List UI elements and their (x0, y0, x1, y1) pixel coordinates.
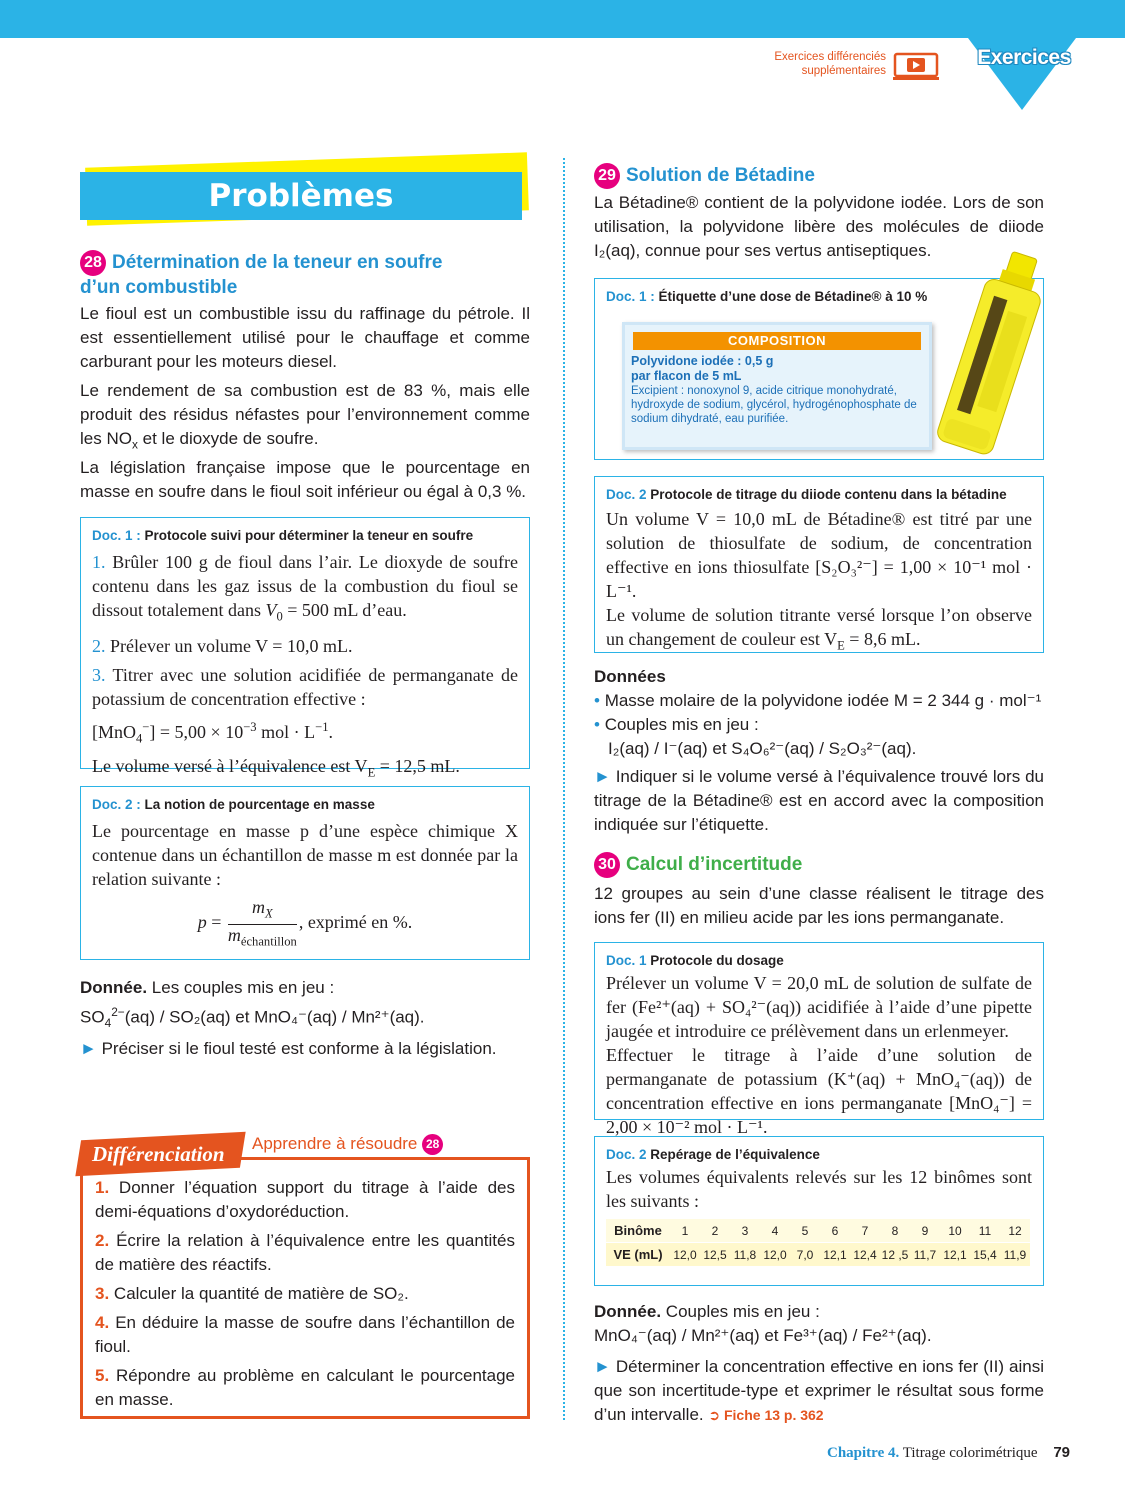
exercices-tag: Exercices (977, 46, 1071, 69)
diff-item (95, 1229, 515, 1277)
doc-header (606, 1145, 1032, 1165)
diff-item (95, 1364, 515, 1412)
doc1-step1: 1. Brûler 100 g de fioul dans l’air. Le dioxyde de soufre contenu dans les gaz issus de la combustion du fioul se dissout totalement dans $V_0 = 500$ mL d’eau. (92, 552, 519, 624)
table-cell-binome: 5 (790, 1219, 820, 1243)
doc-header (606, 951, 1032, 971)
doc-header (92, 795, 518, 815)
ex28-paragraph-1: Le fioul est un combustible issu du raffinage du pétrole. Il est essentiellement utilisé pour le chauffage et comme carburant pour les moteurs diesel. (80, 304, 530, 371)
ex30-doc1 (594, 942, 1044, 1137)
table-cell-binome: 4 (760, 1219, 790, 1243)
composition-body (631, 354, 923, 426)
exercise-number: 28 (80, 250, 106, 276)
diff-item (95, 1282, 515, 1306)
extra-exercises-line1: Exercices différenciés (774, 51, 886, 63)
table-cell-binome: 1 (670, 1219, 700, 1243)
table-cell-binome: 8 (880, 1219, 910, 1243)
couples: (aq) / SO₂(aq) et MnO₄⁻(aq) / Mn²⁺(aq). (124, 1007, 425, 1027)
ex28-doc1 (80, 517, 530, 780)
eq-value: ] = 5,00 × 10 (149, 721, 244, 742)
binome-table (606, 1219, 1030, 1267)
ex29-doc2 (594, 476, 1044, 653)
diff-item-text: En déduire la masse de soufre dans l’échantillon de fioul. (95, 1313, 515, 1356)
ex30-question: ► Déterminer la concentration effective en ions fer (II) ainsi que son incertitude-type et exprimer le résultat sous forme d’un intervalle. ➲ Fiche 13 p. 362 (594, 1357, 1044, 1424)
apprendre-number: 28 (422, 1134, 443, 1155)
table-cell-volume: 12,1 (940, 1243, 970, 1267)
composition-header: COMPOSITION (633, 332, 921, 350)
table-cell-volume: 11,8 (730, 1243, 760, 1267)
eq-unit: mol · L (256, 721, 316, 742)
differenciation-box (80, 1157, 530, 1419)
table-cell-volume: 12,4 (850, 1243, 880, 1267)
donnee-label: Donnée. (80, 978, 148, 997)
diff-item-number: 3. (95, 1284, 110, 1303)
diff-item-number: 5. (95, 1366, 110, 1385)
doc2-text: Le pourcentage en masse p d’une espèce chimique X contenue dans un échantillon de masse m est donnée par la relation suivante : (92, 821, 518, 889)
table-cell-volume: 12,0 (760, 1243, 790, 1267)
page-title: Problèmes (80, 172, 522, 220)
title-text: Calcul d’incertitude (626, 854, 803, 876)
fiche-link[interactable]: ➲ Fiche 13 p. 362 (708, 1407, 824, 1423)
diff-item-number: 1. (95, 1178, 110, 1197)
extra-exercises-link[interactable] (752, 50, 886, 78)
fiche-text: Fiche 13 p. 362 (723, 1407, 824, 1423)
table-cell-volume: 12,0 (670, 1243, 700, 1267)
p2-text-end: et le dioxyde de soufre. (137, 429, 319, 448)
doc-label: Doc. 1 : (92, 528, 141, 543)
table-cell-volume: 12 ,5 (880, 1243, 910, 1267)
mass-percent-formula: p = $\frac{m_X}{m_{échantillon}}$ , exprimé en %. (92, 897, 518, 951)
donnee-1: Masse molaire de la polyvidone iodée M = 2 344 g · mol⁻¹ (604, 691, 1042, 710)
ex29-intro: La Bétadine® contient de la polyvidone iodée. Lors de son utilisation, la polyvidone libère des molécules de diiode I₂(aq), connue pour ses vertus antiseptiques. (594, 193, 1044, 260)
doc2-text1: Un volume V = 10,0 mL de Bétadine® est titré par une solution de thiosulfate de sodium, de concentration effective en ions thiosulfate [S₂O₃²⁻] = 1,00 × 10⁻¹ mol · L⁻¹. (606, 509, 1032, 601)
table-header-volume: VE (mL) (606, 1243, 670, 1267)
question-text: Préciser si le fioul testé est conforme à la législation. (101, 1039, 497, 1058)
chapter-title: Titrage colorimétrique (902, 1445, 1038, 1461)
table-cell-volume: 15,4 (970, 1243, 1000, 1267)
doc-label: Doc. 1 : (606, 289, 655, 304)
doc-title: Protocole du dosage (650, 953, 784, 968)
top-bar (0, 0, 1125, 38)
step4-text: Le volume versé à l’équivalence est V (92, 756, 368, 777)
ex29-question: ► Indiquer si le volume versé à l’équivalence trouvé lors du titrage de la Bétadine® est en accord avec la composition indiquée sur l’étiquette. (594, 767, 1044, 834)
doc1-step4: Le volume versé à l’équivalence est $V_E = 12,5$ mL. (92, 756, 460, 780)
donnee-2: Couples mis en jeu : (604, 715, 759, 734)
table-cell-binome: 9 (910, 1219, 940, 1243)
extra-exercises-line2: supplémentaires (801, 65, 886, 77)
doc1-text2: Effectuer le titrage à l’aide d’une solution de permanganate de potassium (K⁺(aq) + MnO₄⁻(aq)) de concentration effective en ions permanganate [MnO₄⁻] = 2,00 × 10⁻² mol · L⁻¹. (606, 1045, 1032, 1137)
ex28-question: ► Préciser si le fioul testé est conforme à la législation. (80, 1039, 497, 1058)
table-cell-binome: 7 (850, 1219, 880, 1243)
text2: Le volume de solution titrante versé lorsque l’on observe un changement de couleur est V (606, 605, 1032, 649)
composition-line1: Polyvidone iodée : 0,5 g (631, 354, 774, 368)
doc1-step3: 3. Titrer avec une solution acidifiée de permanganate de potassium de concentration effective : (92, 664, 518, 709)
exercise-30-title (594, 852, 1044, 878)
question-text: Indiquer si le volume versé à l’équivalence trouvé lors du titrage de la Bétadine® est en accord avec la composition indiquée sur l’étiquette. (594, 767, 1044, 834)
doc-title: La notion de pourcentage en masse (144, 797, 375, 812)
column-separator (563, 158, 565, 1420)
doc-title: Protocole de titrage du diiode contenu dans la bétadine (650, 487, 1007, 502)
doc2-text2: Le volume de solution titrante versé lorsque l’on observe un changement de couleur est $V_E = 8,6$ mL. (606, 605, 1032, 653)
ex30-doc2 (594, 1136, 1044, 1286)
doc2-text: Les volumes équivalents relevés sur les 12 binômes sont les suivants : (606, 1167, 1032, 1211)
apprendre-text: Apprendre à résoudre (252, 1134, 418, 1153)
ex28-paragraph-3: La législation française impose que le pourcentage en masse en soufre dans le fioul soit inférieur ou égal à 0,3 %. (80, 458, 530, 501)
question-text: Déterminer la concentration effective en ions fer (II) ainsi que son incertitude-type et exprimer le résultat sous forme d’un intervalle. (594, 1357, 1044, 1424)
table-cell-binome: 11 (970, 1219, 1000, 1243)
donnee-text: Couples mis en jeu : (665, 1302, 820, 1321)
table-cell-binome: 10 (940, 1219, 970, 1243)
table-cell-binome: 2 (700, 1219, 730, 1243)
diff-item-text: Écrire la relation à l’équivalence entre les quantités de matière des réactifs. (95, 1231, 515, 1274)
formula-tail: , exprimé en %. (298, 912, 413, 933)
doc-label: Doc. 2 (606, 1147, 647, 1162)
apprendre-link[interactable] (252, 1134, 449, 1155)
differenciation-list (95, 1176, 515, 1412)
doc1-text1: Prélever un volume V = 20,0 mL de solution de sulfate de fer (Fe²⁺(aq) + SO₄²⁻(aq)) acidifiée à l’aide d’une pipette jaugée et introduire ce prélèvement dans un erlenmeyer. (606, 973, 1032, 1041)
table-header-binome: Binôme (606, 1219, 670, 1243)
table-cell-volume: 12,1 (820, 1243, 850, 1267)
diff-item (95, 1176, 515, 1224)
video-icon[interactable] (893, 52, 939, 82)
couples: MnO₄⁻(aq) / Mn²⁺(aq) et Fe³⁺(aq) / Fe²⁺(aq). (594, 1326, 932, 1345)
page-number: 79 (1053, 1444, 1070, 1461)
doc-title: Protocole suivi pour déterminer la teneur en soufre (144, 528, 474, 543)
diff-item-number: 2. (95, 1231, 110, 1250)
donnee-text: Les couples mis en jeu : (151, 978, 335, 997)
doc-label: Doc. 2 (606, 487, 647, 502)
text2-value: = 8,6 mL. (844, 629, 921, 649)
ex28-doc2 (80, 786, 530, 960)
p2-text: Le rendement de sa combustion est de 83 %, mais elle produit des résidus néfastes pour l’environnement comme les NO (80, 381, 530, 448)
exercise-29-title (594, 163, 1044, 189)
diff-item-text: Donner l’équation support du titrage à l’aide des demi-équations d’oxydoréduction. (95, 1178, 515, 1221)
doc-header (92, 526, 518, 546)
table-cell-volume: 7,0 (790, 1243, 820, 1267)
table-cell-volume: 11,7 (910, 1243, 940, 1267)
table-cell-volume: 12,5 (700, 1243, 730, 1267)
donnee-label: Donnée. (594, 1302, 662, 1321)
exercise-number: 29 (594, 163, 620, 189)
ex28-donnee: Donnée. Les couples mis en jeu : $SO_4^{2-}(aq) / SO_2(aq)$ et MnO₄⁻(aq) / Mn²⁺(aq). (80, 978, 425, 1031)
title-line1: Détermination de la teneur en soufre (112, 252, 443, 274)
doc-label: Doc. 1 (606, 953, 647, 968)
doc-title: Étiquette d’une dose de Bétadine® à 10 % (658, 289, 928, 304)
step1-text-end: = 500 mL d’eau. (282, 600, 407, 620)
ex28-paragraph-2: Le rendement de sa combustion est de 83 %, mais elle produit des résidus néfastes pour l’environnement comme les $NO_x$ et le dioxyde de soufre. (80, 381, 530, 452)
table-cell-binome: 12 (1000, 1219, 1030, 1243)
diff-item (95, 1311, 515, 1359)
exercise-number: 30 (594, 852, 620, 878)
doc1-step3-eq: $[MnO_4^-] = 5,00 \times 10^{-3}$ mol · $L^{-1}$. (92, 719, 334, 746)
title-line2: d’un combustible (80, 277, 238, 298)
doc1-step2: 2. Prélever un volume V = 10,0 mL. (92, 635, 353, 656)
page-footer (780, 1444, 1070, 1462)
composition-line2: par flacon de 5 mL (631, 369, 742, 383)
composition-label (622, 322, 932, 450)
chapter-number: Chapitre 4. (827, 1445, 900, 1461)
title-text: Solution de Bétadine (626, 165, 815, 187)
table-cell-volume: 11,9 (1000, 1243, 1030, 1267)
betadine-bottle-image (936, 248, 1048, 460)
ex29-donnees: Données • Masse molaire de la polyvidone iodée M = 2 344 g · mol⁻¹ • Couples mis en jeu : I₂(aq) / I⁻(aq) et S₄O₆²⁻(aq) / S₂O₃²⁻(aq). (594, 667, 1042, 758)
diff-item-text: Calculer la quantité de matière de SO₂. (113, 1284, 409, 1303)
diff-item-text: Répondre au problème en calculant le pourcentage en masse. (95, 1366, 515, 1409)
step1-text: Brûler 100 g de fioul dans l’air. Le dioxyde de soufre contenu dans les gaz issus de la combustion du fioul se dissout totalement dans (92, 552, 519, 620)
ex30-donnee (594, 1300, 1044, 1348)
composition-excipient: Excipient : nonoxynol 9, acide citrique monohydraté, hydroxyde de sodium, glycérol, hydrogénophosphate de sodium dihydraté, eau purifiée. (631, 385, 917, 425)
ex30-intro: 12 groupes au sein d’une classe réalisent le titrage des ions fer (II) en milieu acide par les ions permanganate. (594, 884, 1044, 927)
doc-label: Doc. 2 : (92, 797, 141, 812)
table-cell-binome: 6 (820, 1219, 850, 1243)
table-cell-binome: 3 (730, 1219, 760, 1243)
differenciation-tag: Différenciation (92, 1142, 225, 1166)
diff-item-number: 4. (95, 1313, 110, 1332)
step4-value: = 12,5 mL. (375, 756, 460, 777)
donnees-title: Données (594, 667, 666, 686)
step3-text: Titrer avec une solution acidifiée de permanganate de potassium de concentration effective : (92, 664, 518, 709)
step2-text: Prélever un volume V = 10,0 mL. (110, 635, 353, 656)
exercise-28-title (80, 250, 530, 300)
donnee-3: I₂(aq) / I⁻(aq) et S₄O₆²⁻(aq) / S₂O₃²⁻(aq). (608, 739, 917, 758)
doc-title: Repérage de l’équivalence (650, 1147, 820, 1162)
doc-header (606, 485, 1032, 505)
